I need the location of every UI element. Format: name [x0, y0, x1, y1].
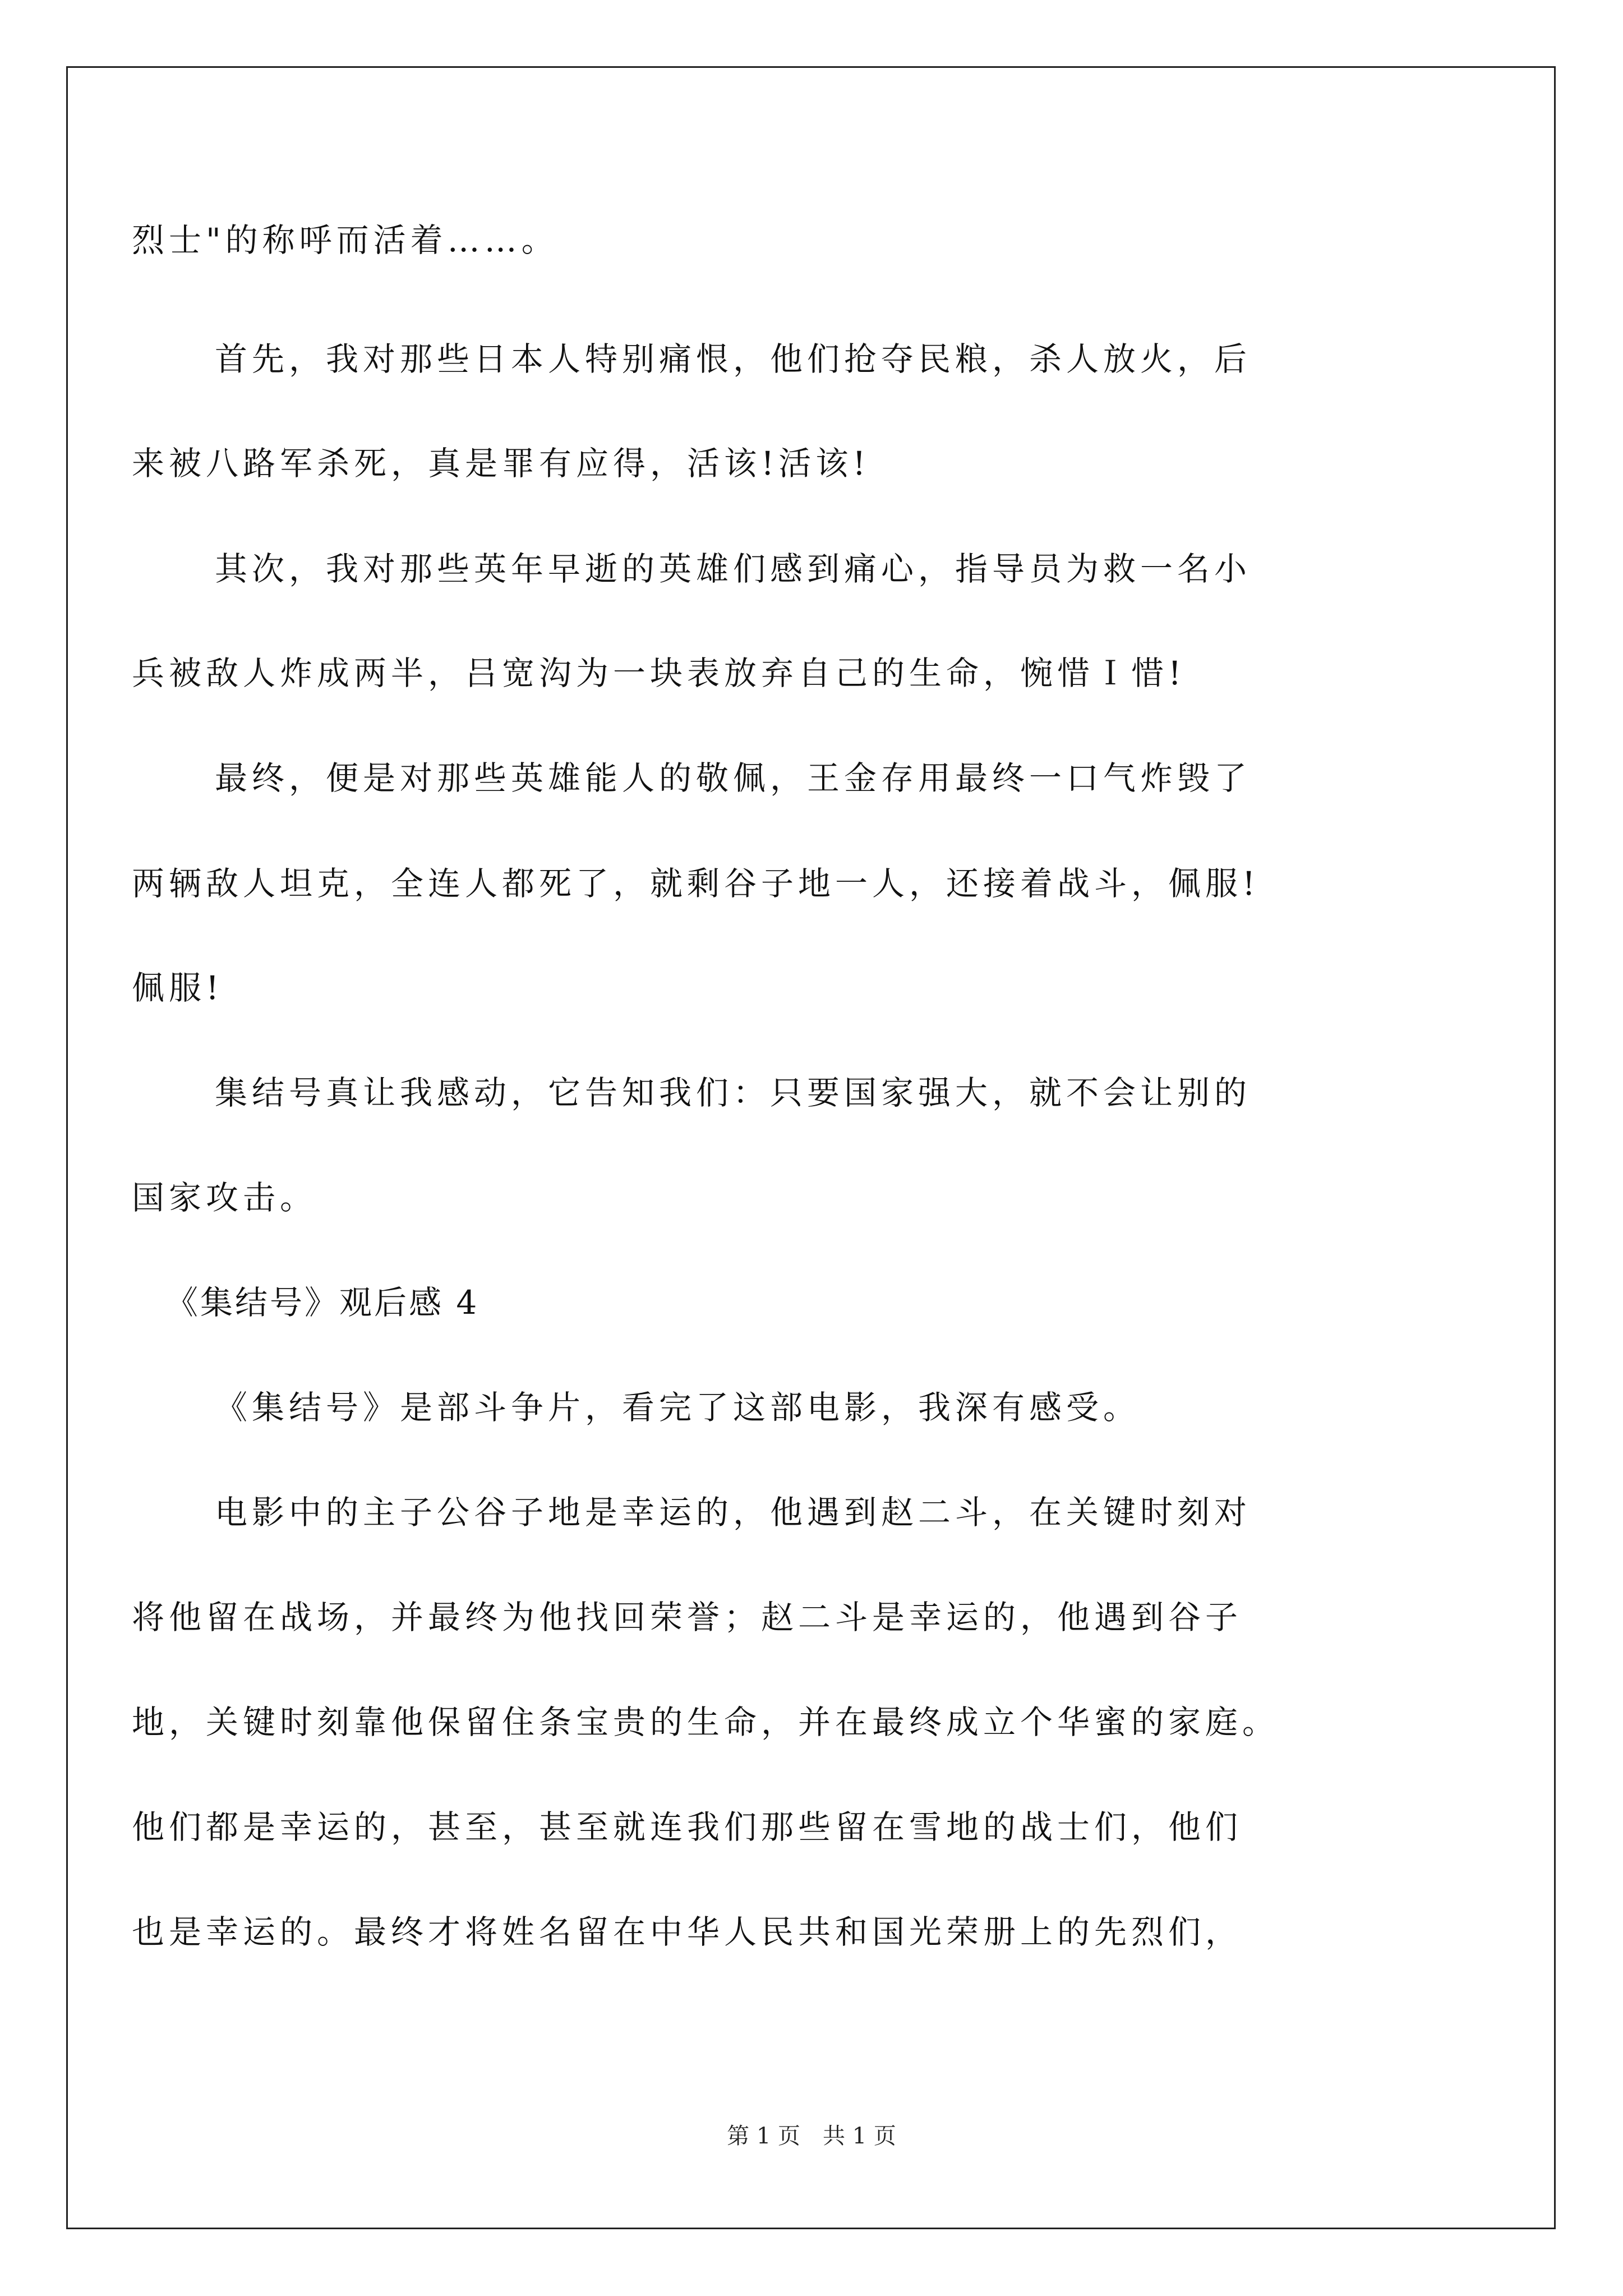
paragraph-line: 《集结号》是部斗争片，看完了这部电影，我深有感受。: [215, 1388, 1141, 1427]
paragraph-line: 首先，我对那些日本人特别痛恨，他们抢夺民粮，杀人放火，后: [215, 340, 1252, 378]
text-line: 也是幸运的。最终才将姓名留在中华人民共和国光荣册上的先烈们，: [132, 1913, 1243, 1951]
text-line: 国家攻击。: [132, 1179, 317, 1217]
page-border: [66, 66, 1556, 2229]
text-line: 佩服!: [132, 969, 224, 1007]
text-line: 烈士"的称呼而活着……。: [132, 221, 559, 259]
page-footer: 第 1 页 共 1 页: [727, 2123, 896, 2149]
text-line: 地，关键时刻靠他保留住条宝贵的生命，并在最终成立个华蜜的家庭。: [132, 1703, 1280, 1741]
text-line: 他们都是幸运的，甚至，甚至就连我们那些留在雪地的战士们，他们: [132, 1808, 1243, 1846]
text-line: 来被八路军杀死，真是罪有应得，活该!活该!: [132, 444, 870, 482]
paragraph-line: 其次，我对那些英年早逝的英雄们感到痛心，指导员为救一名小: [215, 550, 1252, 588]
paragraph-line: 最终，便是对那些英雄能人的敬佩，王金存用最终一口气炸毁了: [215, 759, 1252, 797]
text-line: 两辆敌人坦克，全连人都死了，就剩谷子地一人，还接着战斗，佩服!: [132, 864, 1260, 903]
paragraph-line: 电影中的主子公谷子地是幸运的，他遇到赵二斗，在关键时刻对: [215, 1493, 1252, 1531]
text-line: 将他留在战场，并最终为他找回荣誉；赵二斗是幸运的，他遇到谷子: [132, 1598, 1243, 1636]
section-heading: 《集结号》观后感 4: [165, 1283, 479, 1322]
paragraph-line: 集结号真让我感动，它告知我们：只要国家强大，就不会让别的: [215, 1074, 1252, 1112]
text-line: 兵被敌人炸成两半，吕宽沟为一块表放弃自己的生命，惋惜Ｉ惜!: [132, 654, 1186, 692]
